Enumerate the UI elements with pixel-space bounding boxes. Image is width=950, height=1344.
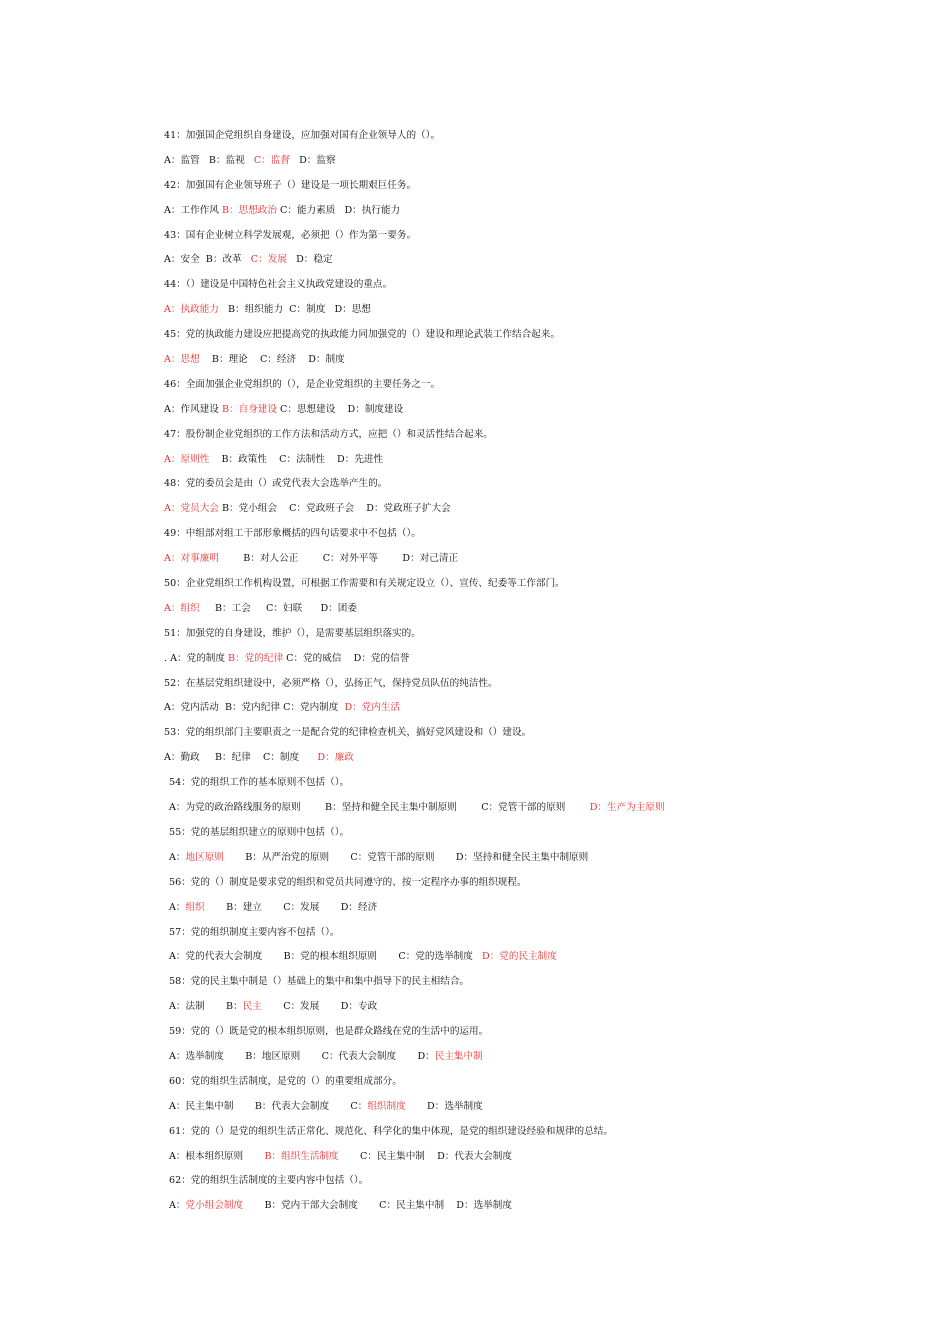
- option-text: B：建立 C：发展 D：经济: [204, 901, 378, 913]
- answer-option: B：自身建设: [221, 403, 277, 415]
- question-line: 59：党的（）既是党的根本组织原则，也是群众路线在党的生活中的运用。: [169, 1026, 489, 1038]
- answer-option: 党小组会制度: [185, 1200, 244, 1212]
- option-text: C：发展 D：专政: [261, 1001, 378, 1013]
- question-line: 50：企业党组织工作机构设置，可根据工作需要和有关规定设立（）、宣传、纪委等工作部门。: [164, 578, 565, 590]
- question-line: 48：党的委员会是由（）或党代表大会选举产生的。: [164, 478, 388, 490]
- options-line: [164, 796, 884, 821]
- question-line: 43：国有企业树立科学发展观，必须把（）作为第一要务。: [164, 229, 417, 241]
- answer-option: C：发展: [250, 254, 287, 266]
- options-line: [164, 647, 884, 672]
- option-text: B：党内干部大会制度 C：民主集中制 D：选举制度: [243, 1200, 512, 1212]
- answer-option: 组织制度: [367, 1100, 406, 1112]
- options-line: [164, 448, 884, 473]
- options-line: [164, 1145, 884, 1170]
- option-text: C：思想建设 D：制度建设: [276, 403, 404, 415]
- option-text: B：党小组会 C：党政班子会 D：党政班子扩大会: [218, 503, 451, 515]
- option-text: A：法制 B：: [169, 1001, 243, 1013]
- options-line: [164, 1095, 884, 1120]
- option-text: A：工作作风: [164, 204, 222, 216]
- question-line: 45：党的执政能力建设应把提高党的执政能力同加强党的（）建设和理论武装工作结合起来。: [164, 329, 560, 341]
- question-line: 53：党的组织部门主要职责之一是配合党的纪律检查机关，搞好党风建设和（）建设。: [164, 727, 532, 739]
- options-line: [164, 1194, 884, 1219]
- option-text: D：稳定: [286, 254, 333, 266]
- options-line: [164, 1045, 884, 1070]
- answer-option: D：党的民主制度: [482, 951, 557, 963]
- answer-option: A：对事廉明: [164, 553, 219, 565]
- option-text: C：能力素质 D：执行能力: [276, 204, 401, 216]
- answer-option: B：党的纪律: [228, 652, 284, 664]
- question-line: 52：在基层党组织建设中，必须严格（），弘扬正气，保持党员队伍的纯洁性。: [164, 677, 498, 689]
- question-line: 58：党的民主集中制是（）基础上的集中和集中指导下的民主相结合。: [169, 976, 470, 988]
- answer-option: A：思想: [164, 354, 200, 366]
- answer-option: B：组织生活制度: [264, 1150, 339, 1162]
- question-line: 44：（）建设是中国特色社会主义执政党建设的重点。: [164, 279, 393, 291]
- option-text: A：安全 B：改革: [164, 254, 251, 266]
- question-line: 47：股份制企业党组织的工作方法和活动方式，应把（）和灵活性结合起来。: [164, 428, 493, 440]
- option-text: A：: [169, 851, 186, 863]
- question-line: 57：党的组织制度主要内容不包括（）。: [169, 926, 340, 938]
- answer-option: A：原则性: [164, 453, 210, 465]
- option-text: B：工会 C：妇联 D：团委: [199, 602, 357, 614]
- answer-option: A：党员大会: [164, 503, 219, 515]
- option-text: D：监察: [289, 154, 336, 166]
- question-line: 51：加强党的自身建设，维护（），是需要基层组织落实的。: [164, 627, 421, 639]
- options-line: [164, 597, 884, 622]
- options-line: [164, 846, 884, 871]
- options-line: [164, 497, 884, 522]
- option-text: B：从严治党的原则 C：党管干部的原则 D：坚持和健全民主集中制原则: [223, 851, 589, 863]
- option-text: A：根本组织原则: [169, 1150, 265, 1162]
- option-text: A：: [169, 901, 186, 913]
- options-line: [164, 199, 884, 224]
- question-line: 61：党的（）是党的组织生活正常化、规范化、科学化的集中体现，是党的组织建设经验和规律的总结。: [169, 1125, 613, 1137]
- answer-option: D：生产为主原则: [589, 802, 665, 814]
- answer-option: B：思想政治: [221, 204, 277, 216]
- question-line: 60：党的组织生活制度，是党的（）的重要组成部分。: [169, 1075, 402, 1087]
- option-text: C：民主集中制 D：代表大会制度: [338, 1150, 512, 1162]
- answer-option: D：党内生活: [344, 702, 401, 714]
- question-line: 54：党的组织工作的基本原则不包括（）。: [169, 777, 350, 789]
- option-text: A：: [169, 1200, 186, 1212]
- option-text: B：理论 C：经济 D：制度: [199, 354, 345, 366]
- options-line: [164, 945, 884, 970]
- options-line: [164, 696, 884, 721]
- answer-option: 组织: [185, 901, 205, 913]
- answer-option: C：监督: [253, 154, 290, 166]
- answer-option: A：组织: [164, 602, 200, 614]
- option-text: B：对人公正 C：对外平等 D：对己清正: [218, 553, 459, 565]
- option-text: D：选举制度: [405, 1100, 483, 1112]
- option-text: A：党内活动 B：党内纪律 C：党内制度: [164, 702, 345, 714]
- options-line: [164, 298, 884, 323]
- answer-option: A：执政能力: [164, 304, 219, 316]
- option-text: A：为党的政治路线服务的原则 B：坚持和健全民主集中制原则 C：党管干部的原则: [169, 802, 590, 814]
- document-body: [164, 124, 884, 1219]
- options-line: [164, 348, 884, 373]
- option-text: A：党的代表大会制度 B：党的根本组织原则 C：党的选举制度: [169, 951, 483, 963]
- question-line: 41：加强国企党组织自身建设，应加强对国有企业领导人的（）。: [164, 130, 441, 141]
- options-line: [164, 746, 884, 771]
- option-text: A：选举制度 B：地区原则 C：代表大会制度 D：: [169, 1050, 435, 1062]
- question-line: 42：加强国有企业领导班子（）建设是一项长期艰巨任务。: [164, 179, 417, 191]
- answer-option: 地区原则: [185, 851, 224, 863]
- question-line: 55：党的基层组织建立的原则中包括（）。: [169, 826, 350, 838]
- option-text: . A：党的制度: [164, 652, 229, 664]
- question-line: 62：党的组织生活制度的主要内容中包括（）。: [169, 1175, 369, 1187]
- option-text: A：监管 B：监视: [164, 154, 254, 166]
- options-line: [164, 149, 884, 174]
- options-line: [164, 248, 884, 273]
- option-text: A：勤政 B：纪律 C：制度: [164, 752, 318, 764]
- answer-option: D：廉政: [317, 752, 354, 764]
- answer-option: 民主: [242, 1001, 262, 1013]
- options-line: [164, 995, 884, 1020]
- options-line: [164, 547, 884, 572]
- question-line: 46：全面加强企业党组织的（），是企业党组织的主要任务之一。: [164, 378, 441, 390]
- answer-option: 民主集中制: [434, 1050, 483, 1062]
- question-line: 56：党的（）制度是要求党的组织和党员共同遵守的、按一定程序办事的组织规程。: [169, 876, 527, 888]
- option-text: B：政策性 C：法制性 D：先进性: [209, 453, 384, 465]
- option-text: C：党的威信 D：党的信誉: [283, 652, 410, 664]
- options-line: [164, 896, 884, 921]
- option-text: A：民主集中制 B：代表大会制度 C：: [169, 1100, 368, 1112]
- options-line: [164, 398, 884, 423]
- option-text: A：作风建设: [164, 403, 222, 415]
- question-line: 49：中组部对组工干部形象概括的四句话要求中不包括（）。: [164, 528, 421, 540]
- option-text: B：组织能力 C：制度 D：思想: [218, 304, 371, 316]
